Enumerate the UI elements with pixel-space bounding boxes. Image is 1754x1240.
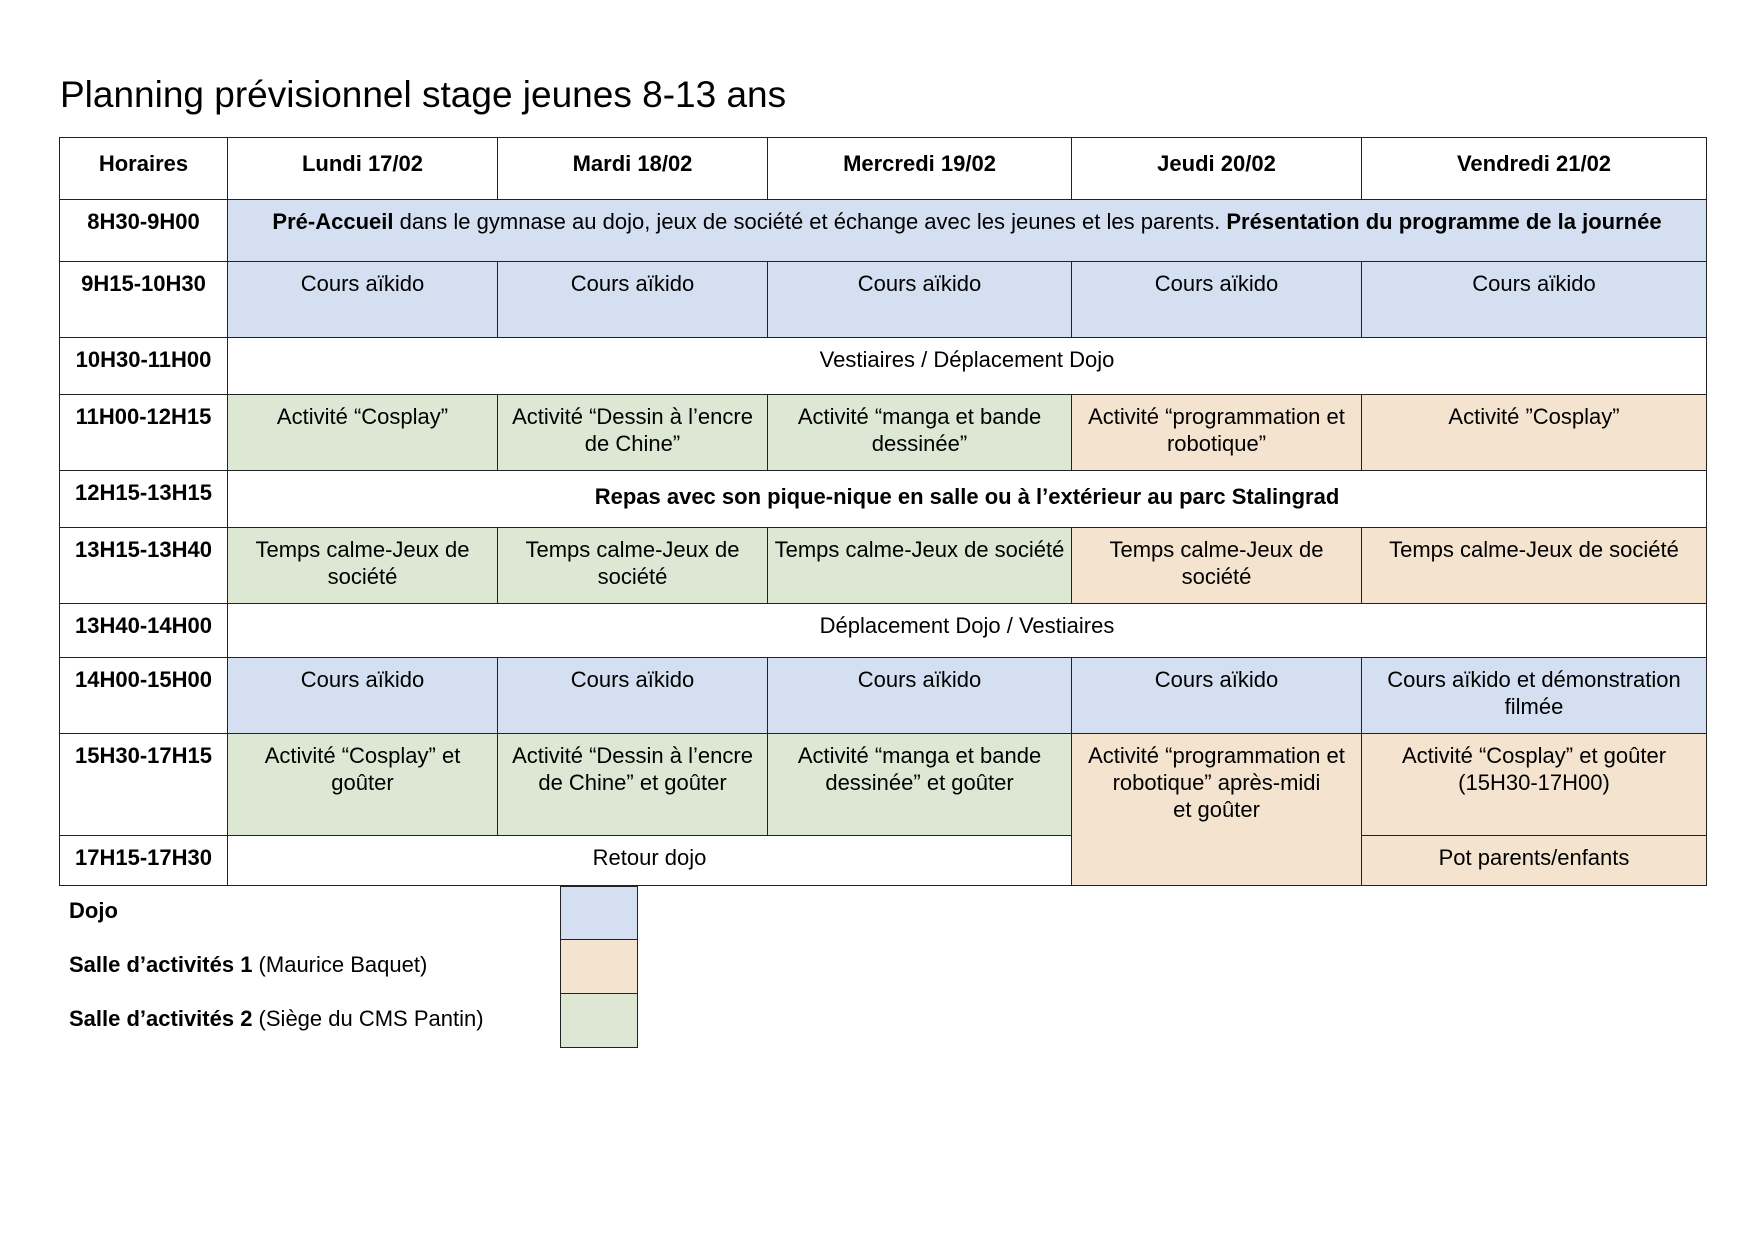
- legend-label-bold: Salle d’activités 1: [69, 952, 253, 977]
- table-row: [60, 836, 1707, 886]
- table-row: [60, 395, 1707, 471]
- header-day-vendredi: Vendredi 21/02: [1362, 138, 1707, 200]
- activity-cell: Activité ”Cosplay”: [1362, 395, 1707, 471]
- header-day-mardi: Mardi 18/02: [498, 138, 768, 200]
- vestiaires-cell: Vestiaires / Déplacement Dojo: [228, 338, 1707, 395]
- preaccueil-text: dans le gymnase au dojo, jeux de société et échange avec les jeunes et les parents.: [393, 209, 1227, 234]
- table-row: [60, 200, 1707, 262]
- activity-cell: Cours aïkido: [768, 262, 1072, 338]
- activity-cell: Cours aïkido: [228, 658, 498, 734]
- header-row: [60, 138, 1707, 200]
- legend-label-rest: (Maurice Baquet): [252, 952, 428, 977]
- legend-swatch-dojo: [560, 886, 638, 940]
- legend-swatch-salle2: [560, 994, 638, 1048]
- activity-cell: Temps calme-Jeux de société: [1362, 528, 1707, 604]
- legend-label-bold: Dojo: [69, 898, 118, 923]
- activity-line: Activité “Cosplay” et goûter: [1401, 743, 1667, 768]
- legend-label-rest: (Siège du CMS Pantin): [252, 1006, 484, 1031]
- time-cell: 13H15-13H40: [60, 528, 228, 604]
- table-row: [60, 471, 1707, 528]
- activity-cell: Activité “manga et bande dessinée” et goûter: [768, 734, 1072, 836]
- table-row: [60, 528, 1707, 604]
- activity-line: et goûter: [1173, 797, 1260, 822]
- legend-label: [69, 1006, 484, 1032]
- activity-cell: Cours aïkido: [228, 262, 498, 338]
- legend-label-bold: Salle d’activités 2: [69, 1006, 253, 1031]
- activity-cell: [1362, 734, 1707, 836]
- activity-cell: Temps calme-Jeux de société: [228, 528, 498, 604]
- activity-cell: Cours aïkido: [1072, 658, 1362, 734]
- table-row: [60, 262, 1707, 338]
- table-row: [60, 604, 1707, 658]
- activity-cell: Cours aïkido: [498, 658, 768, 734]
- retour-dojo-cell: Retour dojo: [228, 836, 1072, 886]
- time-cell: 15H30-17H15: [60, 734, 228, 836]
- activity-cell: Activité “Cosplay” et goûter: [228, 734, 498, 836]
- planning-table: [59, 137, 1707, 886]
- deplacement-cell: Déplacement Dojo / Vestiaires: [228, 604, 1707, 658]
- activity-cell: Cours aïkido: [1072, 262, 1362, 338]
- preaccueil-cell: [228, 200, 1707, 262]
- activity-cell: Activité “Dessin à l’encre de Chine”: [498, 395, 768, 471]
- header-horaires: Horaires: [60, 138, 228, 200]
- header-day-jeudi: Jeudi 20/02: [1072, 138, 1362, 200]
- activity-cell: Activité “programmation et robotique”: [1072, 395, 1362, 471]
- time-cell: 9H15-10H30: [60, 262, 228, 338]
- repas-cell: Repas avec son pique-nique en salle ou à l’extérieur au parc Stalingrad: [228, 471, 1707, 528]
- activity-cell: Activité “Cosplay”: [228, 395, 498, 471]
- activity-cell: Cours aïkido et démonstration filmée: [1362, 658, 1707, 734]
- presentation-bold: Présentation du programme de la journée: [1226, 209, 1662, 234]
- legend: [59, 886, 639, 1048]
- legend-label: [69, 952, 427, 978]
- legend-swatch-salle1: [560, 940, 638, 994]
- activity-cell: [1072, 734, 1362, 886]
- legend-label: [69, 898, 118, 924]
- activity-cell: Activité “manga et bande dessinée”: [768, 395, 1072, 471]
- activity-line: Activité “programmation et robotique” après-midi: [1088, 743, 1345, 795]
- activity-cell: Cours aïkido: [498, 262, 768, 338]
- activity-cell: Cours aïkido: [1362, 262, 1707, 338]
- time-cell: 13H40-14H00: [60, 604, 228, 658]
- activity-cell: Temps calme-Jeux de société: [1072, 528, 1362, 604]
- time-cell: 10H30-11H00: [60, 338, 228, 395]
- time-cell: 11H00-12H15: [60, 395, 228, 471]
- pot-cell: Pot parents/enfants: [1362, 836, 1707, 886]
- activity-cell: Temps calme-Jeux de société: [498, 528, 768, 604]
- time-cell: 17H15-17H30: [60, 836, 228, 886]
- activity-cell: Activité “Dessin à l’encre de Chine” et goûter: [498, 734, 768, 836]
- table-row: [60, 734, 1707, 836]
- header-day-lundi: Lundi 17/02: [228, 138, 498, 200]
- table-row: [60, 338, 1707, 395]
- legend-item: [59, 940, 639, 994]
- activity-cell: Cours aïkido: [768, 658, 1072, 734]
- legend-item: [59, 994, 639, 1048]
- table-row: [60, 658, 1707, 734]
- activity-cell: Temps calme-Jeux de société: [768, 528, 1072, 604]
- activity-line: (15H30-17H00): [1458, 770, 1610, 795]
- legend-item: [59, 886, 639, 940]
- preaccueil-bold: Pré-Accueil: [272, 209, 394, 234]
- header-day-mercredi: Mercredi 19/02: [768, 138, 1072, 200]
- time-cell: 14H00-15H00: [60, 658, 228, 734]
- time-cell: 12H15-13H15: [60, 471, 228, 528]
- page-title: Planning prévisionnel stage jeunes 8-13 ans: [60, 74, 787, 115]
- time-cell: 8H30-9H00: [60, 200, 228, 262]
